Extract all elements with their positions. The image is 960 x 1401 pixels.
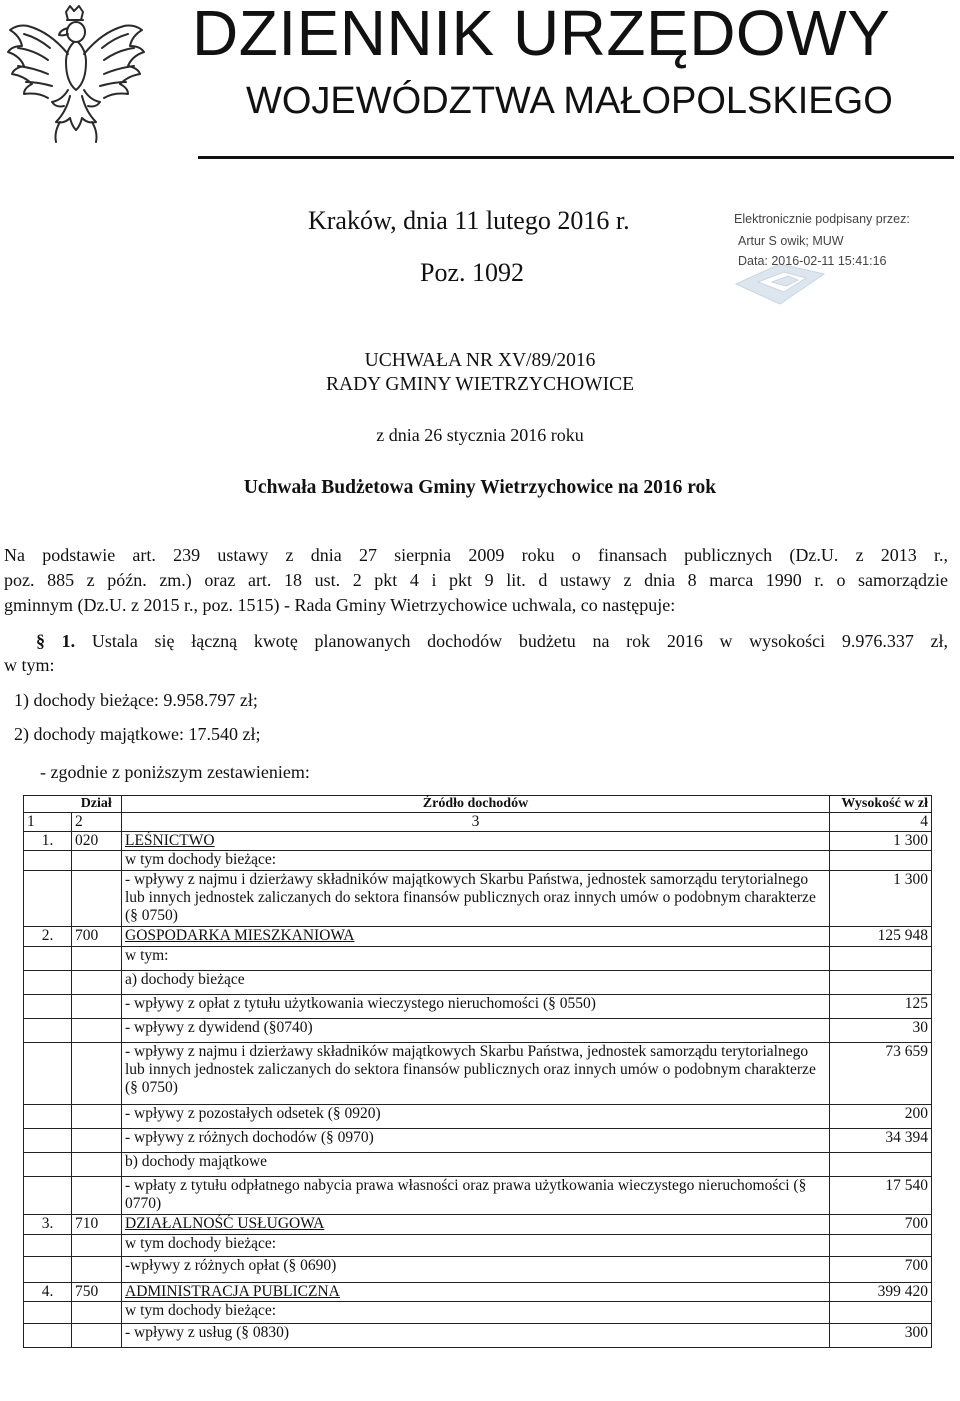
cell-source: - wpływy z dywidend (§0740) <box>122 1019 830 1043</box>
table-section-row <box>24 1283 932 1302</box>
cell-source: a) dochody bieżące <box>122 971 830 995</box>
header-wysokosc: Wysokość w zł <box>830 796 932 813</box>
table-row <box>24 1129 932 1153</box>
cell-dzial <box>72 971 122 995</box>
cell-source: GOSPODARKA MIESZKANIOWA <box>122 927 830 947</box>
cell-lp <box>24 995 72 1019</box>
cell-amount <box>830 1302 932 1324</box>
table-row <box>24 1043 932 1105</box>
cell-lp <box>24 1105 72 1129</box>
cell-dzial <box>72 1302 122 1324</box>
cell-lp <box>24 1043 72 1105</box>
cell-dzial: 710 <box>72 1215 122 1235</box>
table-intro-note: - zgodnie z poniższym zestawieniem: <box>40 762 310 782</box>
publication-position: Poz. 1092 <box>420 258 524 287</box>
paragraph-1-line <box>36 631 948 652</box>
cell-lp: 1. <box>24 832 72 851</box>
cell-source: w tym dochody bieżące: <box>122 851 830 871</box>
cell-source: - wpływy z pozostałych odsetek (§ 0920) <box>122 1105 830 1129</box>
cell-amount: 1 300 <box>830 871 932 927</box>
cell-dzial <box>72 1257 122 1283</box>
cell-source: b) dochody majątkowe <box>122 1153 830 1177</box>
table-row <box>24 1153 932 1177</box>
cell-dzial <box>72 1043 122 1105</box>
cell-source: - wpływy z najmu i dzierżawy składników majątkowych Skarbu Państwa, jednostek samorządu terytorialnego lub innych jednostek zaliczanych do sektora finansów publicznych oraz innych umów o podobnym charakterze (§ 0750) <box>122 871 830 927</box>
income-item-current: 1) dochody bieżące: 9.958.797 zł; <box>14 690 258 710</box>
cell-lp <box>24 1153 72 1177</box>
preamble-line: Na podstawie art. 239 ustawy z dnia 27 sierpnia 2009 roku o finansach publicznych (Dz.U. z 2013 r., <box>4 545 948 565</box>
cell-lp <box>24 947 72 971</box>
cell-dzial <box>72 947 122 971</box>
resolution-number: UCHWAŁA NR XV/89/2016 <box>364 350 596 371</box>
cell-amount <box>830 947 932 971</box>
cell-source: LEŚNICTWO <box>122 832 830 851</box>
header-rule <box>198 156 954 159</box>
cell-amount: 125 <box>830 995 932 1019</box>
cell-amount: 1 300 <box>830 832 932 851</box>
cell-dzial <box>72 1324 122 1348</box>
cell-amount <box>830 1153 932 1177</box>
cell-dzial <box>72 871 122 927</box>
cell-source: - wpłaty z tytułu odpłatnego nabycia prawa własności oraz prawa użytkowania wieczystego nieruchomości (§ 0770) <box>122 1177 830 1215</box>
signature-date: Data: 2016-02-11 15:41:16 <box>738 254 887 268</box>
cell-lp <box>24 1177 72 1215</box>
cell-dzial: 750 <box>72 1283 122 1302</box>
income-item-capital: 2) dochody majątkowe: 17.540 zł; <box>14 724 261 744</box>
polish-eagle-emblem-icon <box>4 4 154 146</box>
cell-dzial <box>72 1019 122 1043</box>
cell-amount: 17 540 <box>830 1177 932 1215</box>
table-row <box>24 1235 932 1257</box>
cell-source: - wpływy z najmu i dzierżawy składników majątkowych Skarbu Państwa, jednostek samorządu terytorialnego lub innych jednostek zaliczanych do sektora finansów publicznych oraz innych umów o podobnym charakterze (§ 0750) <box>122 1043 830 1105</box>
cell-dzial: 700 <box>72 927 122 947</box>
cell-source: - wpływy z opłat z tytułu użytkowania wieczystego nieruchomości (§ 0550) <box>122 995 830 1019</box>
cell-lp: 4. <box>24 1283 72 1302</box>
cell-amount <box>830 851 932 871</box>
table-row <box>24 1019 932 1043</box>
signature-signer: Artur S owik; MUW <box>738 234 844 248</box>
cell-lp <box>24 1257 72 1283</box>
col-number: 3 <box>122 813 830 832</box>
preamble-line: poz. 885 z późn. zm.) oraz art. 18 ust. 2 pkt 4 i pkt 9 lit. d ustawy z dnia 8 marca 1990 r. o samorządzie <box>4 570 948 590</box>
cell-dzial <box>72 995 122 1019</box>
cell-amount: 200 <box>830 1105 932 1129</box>
cell-lp: 3. <box>24 1215 72 1235</box>
paragraph-mark: § 1. <box>36 631 76 651</box>
signature-line-1: Elektronicznie podpisany przez: <box>734 212 910 226</box>
journal-subtitle: WOJEWÓDZTWA MAŁOPOLSKIEGO <box>246 80 893 122</box>
cell-dzial <box>72 1129 122 1153</box>
cell-lp <box>24 1019 72 1043</box>
header-dzial: Dział <box>72 796 122 813</box>
table-row <box>24 1302 932 1324</box>
paragraph-1-continuation: w tym: <box>4 655 55 675</box>
table-section-row <box>24 927 932 947</box>
cell-amount: 700 <box>830 1257 932 1283</box>
cell-lp <box>24 1129 72 1153</box>
col-number: 2 <box>72 813 122 832</box>
journal-title: DZIENNIK URZĘDOWY <box>192 0 891 69</box>
table-row <box>24 1105 932 1129</box>
cell-source: DZIAŁALNOŚĆ USŁUGOWA <box>122 1215 830 1235</box>
table-section-row <box>24 1215 932 1235</box>
resolution-title: Uchwała Budżetowa Gminy Wietrzychowice na 2016 rok <box>243 477 717 498</box>
table-row <box>24 871 932 927</box>
cell-amount <box>830 971 932 995</box>
cell-dzial <box>72 851 122 871</box>
table-body <box>24 832 932 1348</box>
cell-dzial <box>72 1235 122 1257</box>
publication-place-date: Kraków, dnia 11 lutego 2016 r. <box>308 206 630 235</box>
cell-lp <box>24 1302 72 1324</box>
cell-source: w tym dochody bieżące: <box>122 1235 830 1257</box>
cell-lp <box>24 851 72 871</box>
cell-amount: 399 420 <box>830 1283 932 1302</box>
table-row <box>24 971 932 995</box>
cell-amount: 300 <box>830 1324 932 1348</box>
cell-amount: 700 <box>830 1215 932 1235</box>
income-table <box>23 795 932 1348</box>
header-zrodlo: Źródło dochodów <box>122 796 830 813</box>
cell-lp <box>24 1235 72 1257</box>
cell-lp: 2. <box>24 927 72 947</box>
paragraph-1-text: Ustala się łączną kwotę planowanych dochodów budżetu na rok 2016 w wysokości 9.976.337 zł, <box>91 631 949 651</box>
cell-lp <box>24 971 72 995</box>
cell-source: - wpływy z usług (§ 0830) <box>122 1324 830 1348</box>
cell-dzial: 020 <box>72 832 122 851</box>
table-row <box>24 1257 932 1283</box>
col-number: 4 <box>830 813 932 832</box>
cell-dzial <box>72 1177 122 1215</box>
resolution-council: RADY GMINY WIETRZYCHOWICE <box>326 374 634 395</box>
table-row <box>24 947 932 971</box>
cell-amount <box>830 1235 932 1257</box>
table-section-row <box>24 832 932 851</box>
table-row <box>24 995 932 1019</box>
cell-amount: 30 <box>830 1019 932 1043</box>
cell-amount: 34 394 <box>830 1129 932 1153</box>
col-number: 1 <box>24 813 72 832</box>
resolution-date: z dnia 26 stycznia 2016 roku <box>376 425 584 445</box>
cell-source: -wpływy z różnych opłat (§ 0690) <box>122 1257 830 1283</box>
table-column-number-row <box>24 813 932 832</box>
preamble-line: gminnym (Dz.U. z 2015 r., poz. 1515) - Rada Gminy Wietrzychowice uchwala, co następuje: <box>4 595 676 615</box>
cell-lp <box>24 871 72 927</box>
table-row <box>24 1324 932 1348</box>
cell-source: w tym: <box>122 947 830 971</box>
table-row <box>24 851 932 871</box>
cell-source: w tym dochody bieżące: <box>122 1302 830 1324</box>
cell-source: ADMINISTRACJA PUBLICZNA <box>122 1283 830 1302</box>
cell-lp <box>24 1324 72 1348</box>
cell-dzial <box>72 1105 122 1129</box>
electronic-signature-block <box>728 212 953 308</box>
table-row <box>24 1177 932 1215</box>
cell-source: - wpływy z różnych dochodów (§ 0970) <box>122 1129 830 1153</box>
cell-amount: 125 948 <box>830 927 932 947</box>
cell-amount: 73 659 <box>830 1043 932 1105</box>
table-header-row <box>24 796 932 813</box>
cell-dzial <box>72 1153 122 1177</box>
